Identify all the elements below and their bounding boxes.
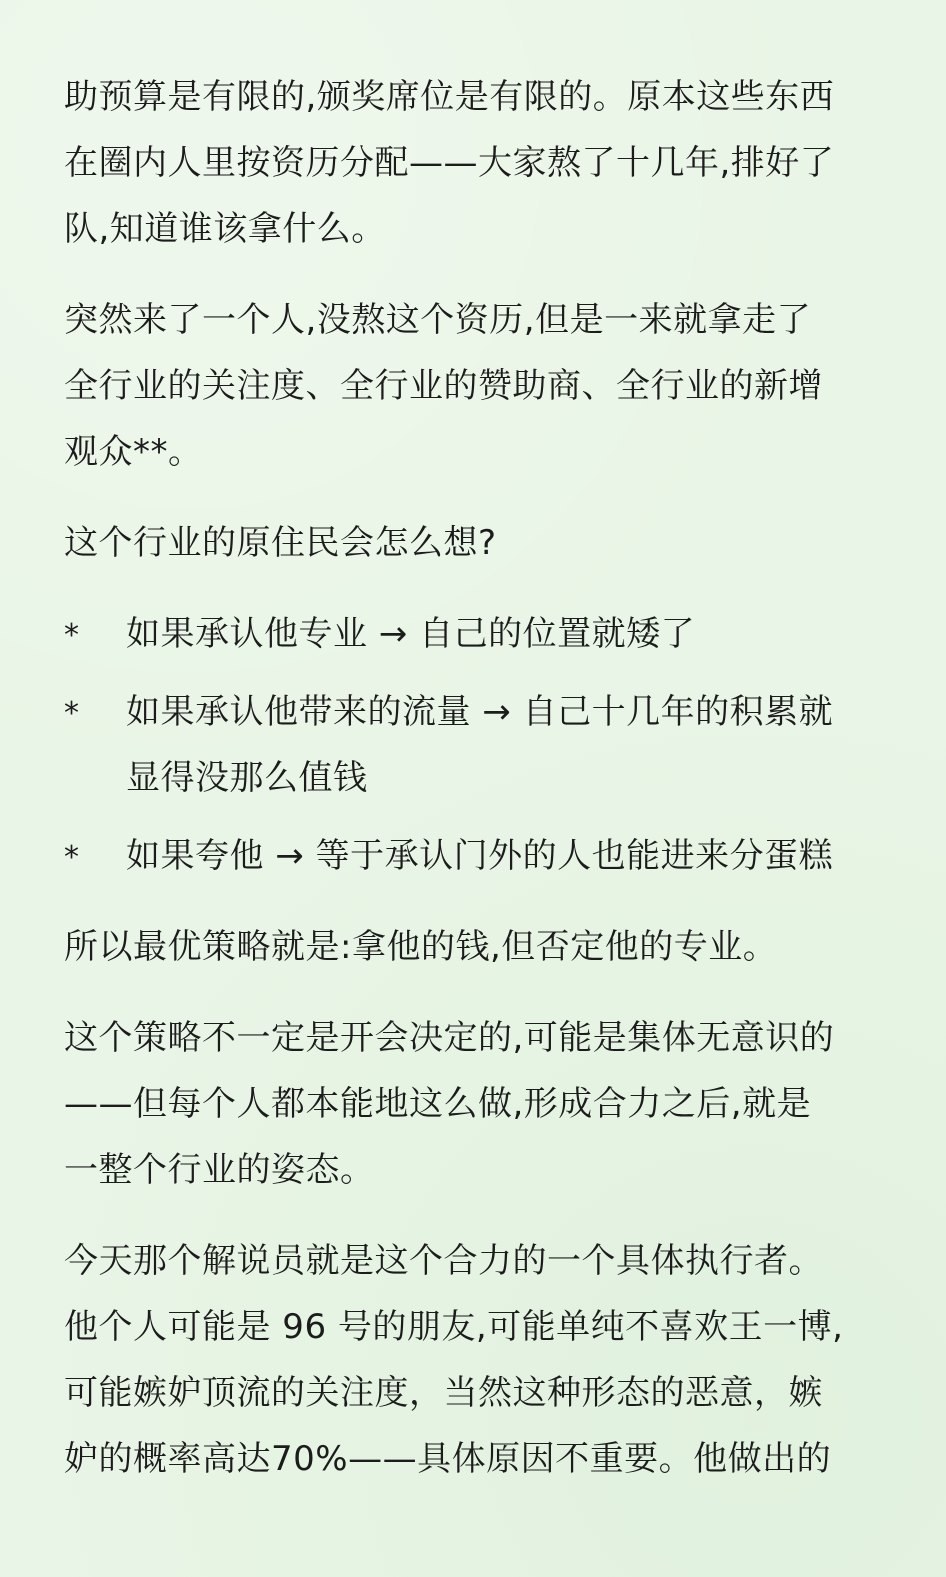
paragraph-line: 他个人可能是 96 号的朋友,可能单纯不喜欢王一博, <box>64 1307 844 1347</box>
bullet-item <box>64 823 886 889</box>
bullet-text <box>126 823 886 889</box>
bullet-mark: * <box>64 840 80 875</box>
bullet-text <box>126 601 886 667</box>
paragraph-line: 助预算是有限的,颁奖席位是有限的。原本这些东西 <box>64 77 835 117</box>
paragraph-commentator <box>64 1228 886 1492</box>
paragraph-line: 在圈内人里按资历分配——大家熬了十几年,排好了 <box>64 143 835 183</box>
bullet-item <box>64 679 886 811</box>
paragraph-gap <box>64 576 886 601</box>
paragraph-line: 队,知道谁该拿什么。 <box>64 209 386 249</box>
bullet-line: 如果承认他专业 → 自己的位置就矮了 <box>126 614 696 654</box>
paragraph-budget <box>64 64 886 262</box>
paragraph-line: 妒的概率高达70%——具体原因不重要。他做出的 <box>64 1439 832 1479</box>
bullet-mark: * <box>64 696 80 731</box>
paragraph-question <box>64 510 886 576</box>
bullet-line: 如果夸他 → 等于承认门外的人也能进来分蛋糕 <box>126 836 834 876</box>
paragraph-newcomer <box>64 287 886 485</box>
bullet-list <box>64 601 886 889</box>
paragraph-line: 全行业的关注度、全行业的赞助商、全行业的新增 <box>64 366 823 406</box>
bullet-text <box>126 679 886 811</box>
paragraph-gap <box>64 1203 886 1228</box>
paragraph-line: 一整个行业的姿态。 <box>64 1150 375 1190</box>
paragraph-gap <box>64 980 886 1005</box>
paragraph-line: 突然来了一个人,没熬这个资历,但是一来就拿走了 <box>64 300 812 340</box>
bullet-line: 显得没那么值钱 <box>126 758 368 798</box>
bullet-mark: * <box>64 618 80 653</box>
bullet-line: 如果承认他带来的流量 → 自己十几年的积累就 <box>126 692 834 732</box>
paragraph-gap <box>64 889 886 914</box>
paragraph-line: 这个策略不一定是开会决定的,可能是集体无意识的 <box>64 1018 835 1058</box>
paragraph-line: 可能嫉妒顶流的关注度，当然这种形态的恶意，嫉 <box>64 1373 823 1413</box>
paragraph-line: 这个行业的原住民会怎么想? <box>64 523 497 563</box>
bullet-item <box>64 601 886 667</box>
document-content <box>64 64 886 1492</box>
paragraph-collective <box>64 1005 886 1203</box>
paragraph-strategy <box>64 914 886 980</box>
paragraph-line: ——但每个人都本能地这么做,形成合力之后,就是 <box>64 1084 812 1124</box>
paragraph-gap <box>64 262 886 287</box>
paragraph-line: 观众**。 <box>64 432 203 472</box>
paragraph-gap <box>64 485 886 510</box>
paragraph-line: 今天那个解说员就是这个合力的一个具体执行者。 <box>64 1241 823 1281</box>
paragraph-line: 所以最优策略就是:拿他的钱,但否定他的专业。 <box>64 927 778 967</box>
